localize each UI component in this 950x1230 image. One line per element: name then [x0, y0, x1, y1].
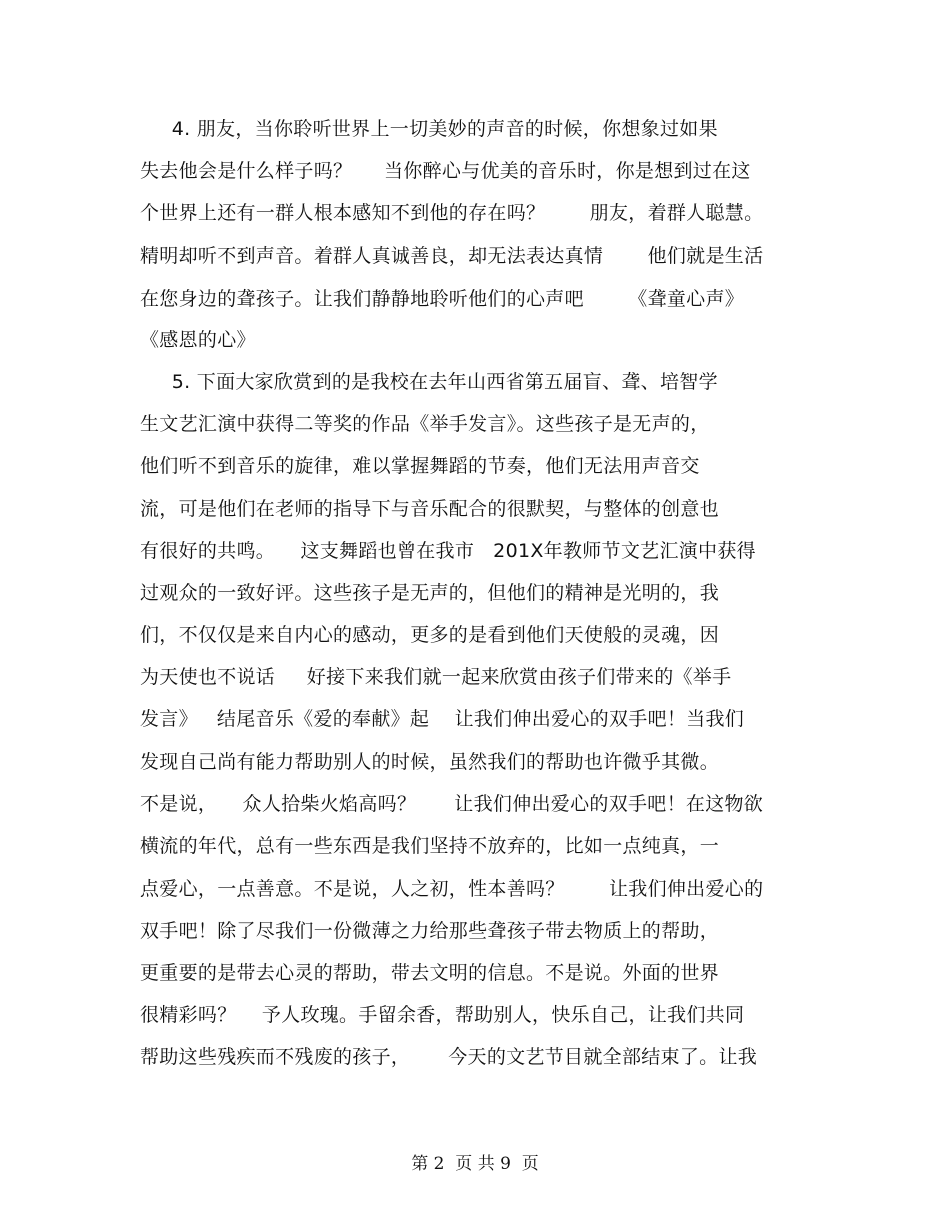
paragraph-line: 横流的年代，总有一些东西是我们坚持不放弃的，比如一点纯真，一 [140, 835, 720, 857]
paragraph-line: 4. 朋友，当你聆听世界上一切美妙的声音的时候，你想象过如果 [140, 118, 718, 140]
paragraph-line: 点爱心，一点善意。不是说，人之初，性本善吗？ 让我们伸出爱心的 [140, 878, 764, 900]
paragraph-line: 5. 下面大家欣赏到的是我校在去年山西省第五届盲、聋、培智学 [140, 371, 718, 393]
paragraph-line: 精明却听不到声音。着群人真诚善良，却无法表达真情 他们就是生活 [140, 245, 764, 267]
paragraph-line: 很精彩吗？ 予人玫瑰。手留余香，帮助别人，快乐自己，让我们共同 [140, 1004, 745, 1026]
paragraph-line: 失去他会是什么样子吗？ 当你醉心与优美的音乐时，你是想到过在这 [140, 160, 751, 182]
paragraph-line: 发言》 结尾音乐《爱的奉献》起 让我们伸出爱心的双手吧！当我们 [140, 708, 745, 730]
paragraph-line: 《感恩的心》 [140, 329, 256, 351]
paragraph-line: 为天使也不说话 好接下来我们就一起来欣赏由孩子们带来的《举手 [140, 666, 732, 688]
paragraph-line: 生文艺汇演中获得二等奖的作品《举手发言》。这些孩子是无声的， [140, 413, 710, 435]
paragraph-line: 双手吧！除了尽我们一份微薄之力给那些聋孩子带去物质上的帮助， [140, 920, 720, 942]
paragraph-line: 不是说， 众人拾柴火焰高吗？ 让我们伸出爱心的双手吧！在这物欲 [140, 793, 764, 815]
paragraph-line: 更重要的是带去心灵的帮助，带去文明的信息。不是说。外面的世界 [140, 962, 720, 984]
paragraph-line: 流，可是他们在老师的指导下与音乐配合的很默契，与整体的创意也 [140, 498, 720, 520]
paragraph-line: 个世界上还有一群人根本感知不到他的存在吗？ 朋友，着群人聪慧。 [140, 202, 764, 224]
paragraph-line: 他们听不到音乐的旋律，难以掌握舞蹈的节奏，他们无法用声音交 [140, 455, 700, 477]
paragraph-line: 帮助这些残疾而不残废的孩子， 今天的文艺节目就全部结束了。让我 [140, 1046, 758, 1068]
paragraph-line: 有很好的共鸣。 这支舞蹈也曾在我市 201X年教师节文艺汇演中获得 [140, 540, 756, 562]
page-number-footer: 第 2 页 共 9 页 [411, 1154, 539, 1174]
paragraph-line: 们，不仅仅是来自内心的感动，更多的是看到他们天使般的灵魂，因 [140, 624, 720, 646]
paragraph-line: 发现自己尚有能力帮助别人的时候，虽然我们的帮助也许微乎其微。 [140, 751, 720, 773]
paragraph-line: 过观众的一致好评。这些孩子是无声的，但他们的精神是光明的，我 [140, 582, 720, 604]
paragraph-line: 在您身边的聋孩子。让我们静静地聆听他们的心声吧 《聋童心声》 [140, 288, 745, 310]
